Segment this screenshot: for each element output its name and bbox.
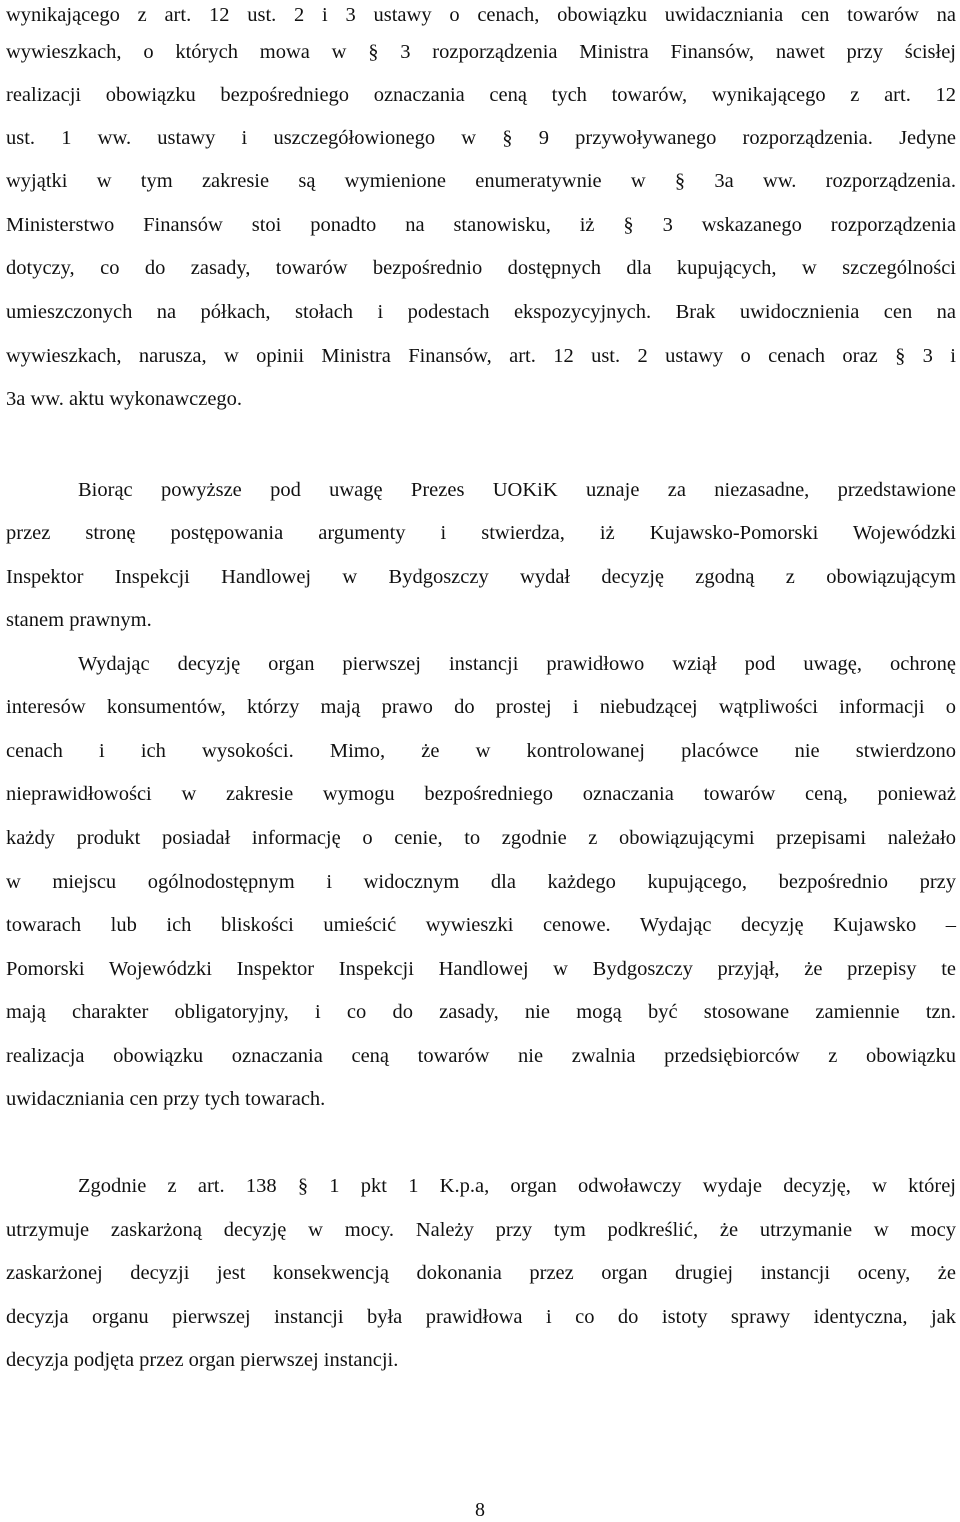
text-line: ust. 1 ww. ustawy i uszczegółowionego w § 9 przywoływanego rozporządzenia. Jedyne [6,127,956,149]
text-line: decyzja podjęta przez organ pierwszej instancji. [6,1349,399,1371]
text-line: wyjątki w tym zakresie są wymienione enumeratywnie w § 3a ww. rozporządzenia. [6,170,956,192]
text-line: Zgodnie z art. 138 § 1 pkt 1 K.p.a, organ odwoławczy wydaje decyzję, w której [78,1175,956,1197]
text-line: realizacji obowiązku bezpośredniego oznaczania ceną tych towarów, wynikającego z art. 12 [6,84,956,106]
text-line: wywieszkach, narusza, w opinii Ministra Finansów, art. 12 ust. 2 ustawy o cenach oraz § 3 i [6,345,956,367]
text-line: dotyczy, co do zasady, towarów bezpośrednio dostępnych dla kupujących, w szczególności [6,257,956,279]
text-line: Wydając decyzję organ pierwszej instancji prawidłowo wziął pod uwagę, ochronę [78,653,956,675]
text-line: interesów konsumentów, którzy mają prawo do prostej i niebudzącej wątpliwości informacji o [6,696,956,718]
text-line: mają charakter obligatoryjny, i co do zasady, nie mogą być stosowane zamiennie tzn. [6,1001,956,1023]
text-line: umieszczonych na półkach, stołach i podestach ekspozycyjnych. Brak uwidocznienia cen na [6,301,956,323]
text-line: Inspektor Inspekcji Handlowej w Bydgoszczy wydał decyzję zgodną z obowiązującym [6,566,956,588]
text-line: Biorąc powyższe pod uwagę Prezes UOKiK uznaje za niezasadne, przedstawione [78,479,956,501]
text-line: każdy produkt posiadał informację o cenie, to zgodnie z obowiązującymi przepisami należało [6,827,956,849]
text-line: realizacja obowiązku oznaczania ceną towarów nie zwalnia przedsiębiorców z obowiązku [6,1045,956,1067]
text-line: decyzja organu pierwszej instancji była prawidłowa i co do istoty sprawy identyczna, jak [6,1306,956,1328]
text-line: wywieszkach, o których mowa w § 3 rozporządzenia Ministra Finansów, nawet przy ścisłej [6,41,956,63]
text-line: towarach lub ich bliskości umieścić wywieszki cenowe. Wydając decyzję Kujawsko – [6,914,956,936]
page-number: 8 [475,1499,485,1521]
text-line: zaskarżonej decyzji jest konsekwencją dokonania przez organ drugiej instancji oceny, że [6,1262,956,1284]
text-line: nieprawidłowości w zakresie wymogu bezpośredniego oznaczania towarów ceną, ponieważ [6,783,956,805]
text-line: Ministerstwo Finansów stoi ponadto na stanowisku, iż § 3 wskazanego rozporządzenia [6,214,956,236]
text-line: utrzymuje zaskarżoną decyzję w mocy. Należy przy tym podkreślić, że utrzymanie w mocy [6,1219,956,1241]
text-line: wynikającego z art. 12 ust. 2 i 3 ustawy o cenach, obowiązku uwidaczniania cen towarów na [6,4,956,26]
text-line: Pomorski Wojewódzki Inspektor Inspekcji Handlowej w Bydgoszczy przyjął, że przepisy te [6,958,956,980]
text-line: w miejscu ogólnodostępnym i widocznym dla każdego kupującego, bezpośrednio przy [6,871,956,893]
text-line: cenach i ich wysokości. Mimo, że w kontrolowanej placówce nie stwierdzono [6,740,956,762]
text-line: przez stronę postępowania argumenty i stwierdza, iż Kujawsko-Pomorski Wojewódzki [6,522,956,544]
text-line: uwidaczniania cen przy tych towarach. [6,1088,326,1110]
text-line: stanem prawnym. [6,609,152,631]
text-line: 3a ww. aktu wykonawczego. [6,388,243,410]
